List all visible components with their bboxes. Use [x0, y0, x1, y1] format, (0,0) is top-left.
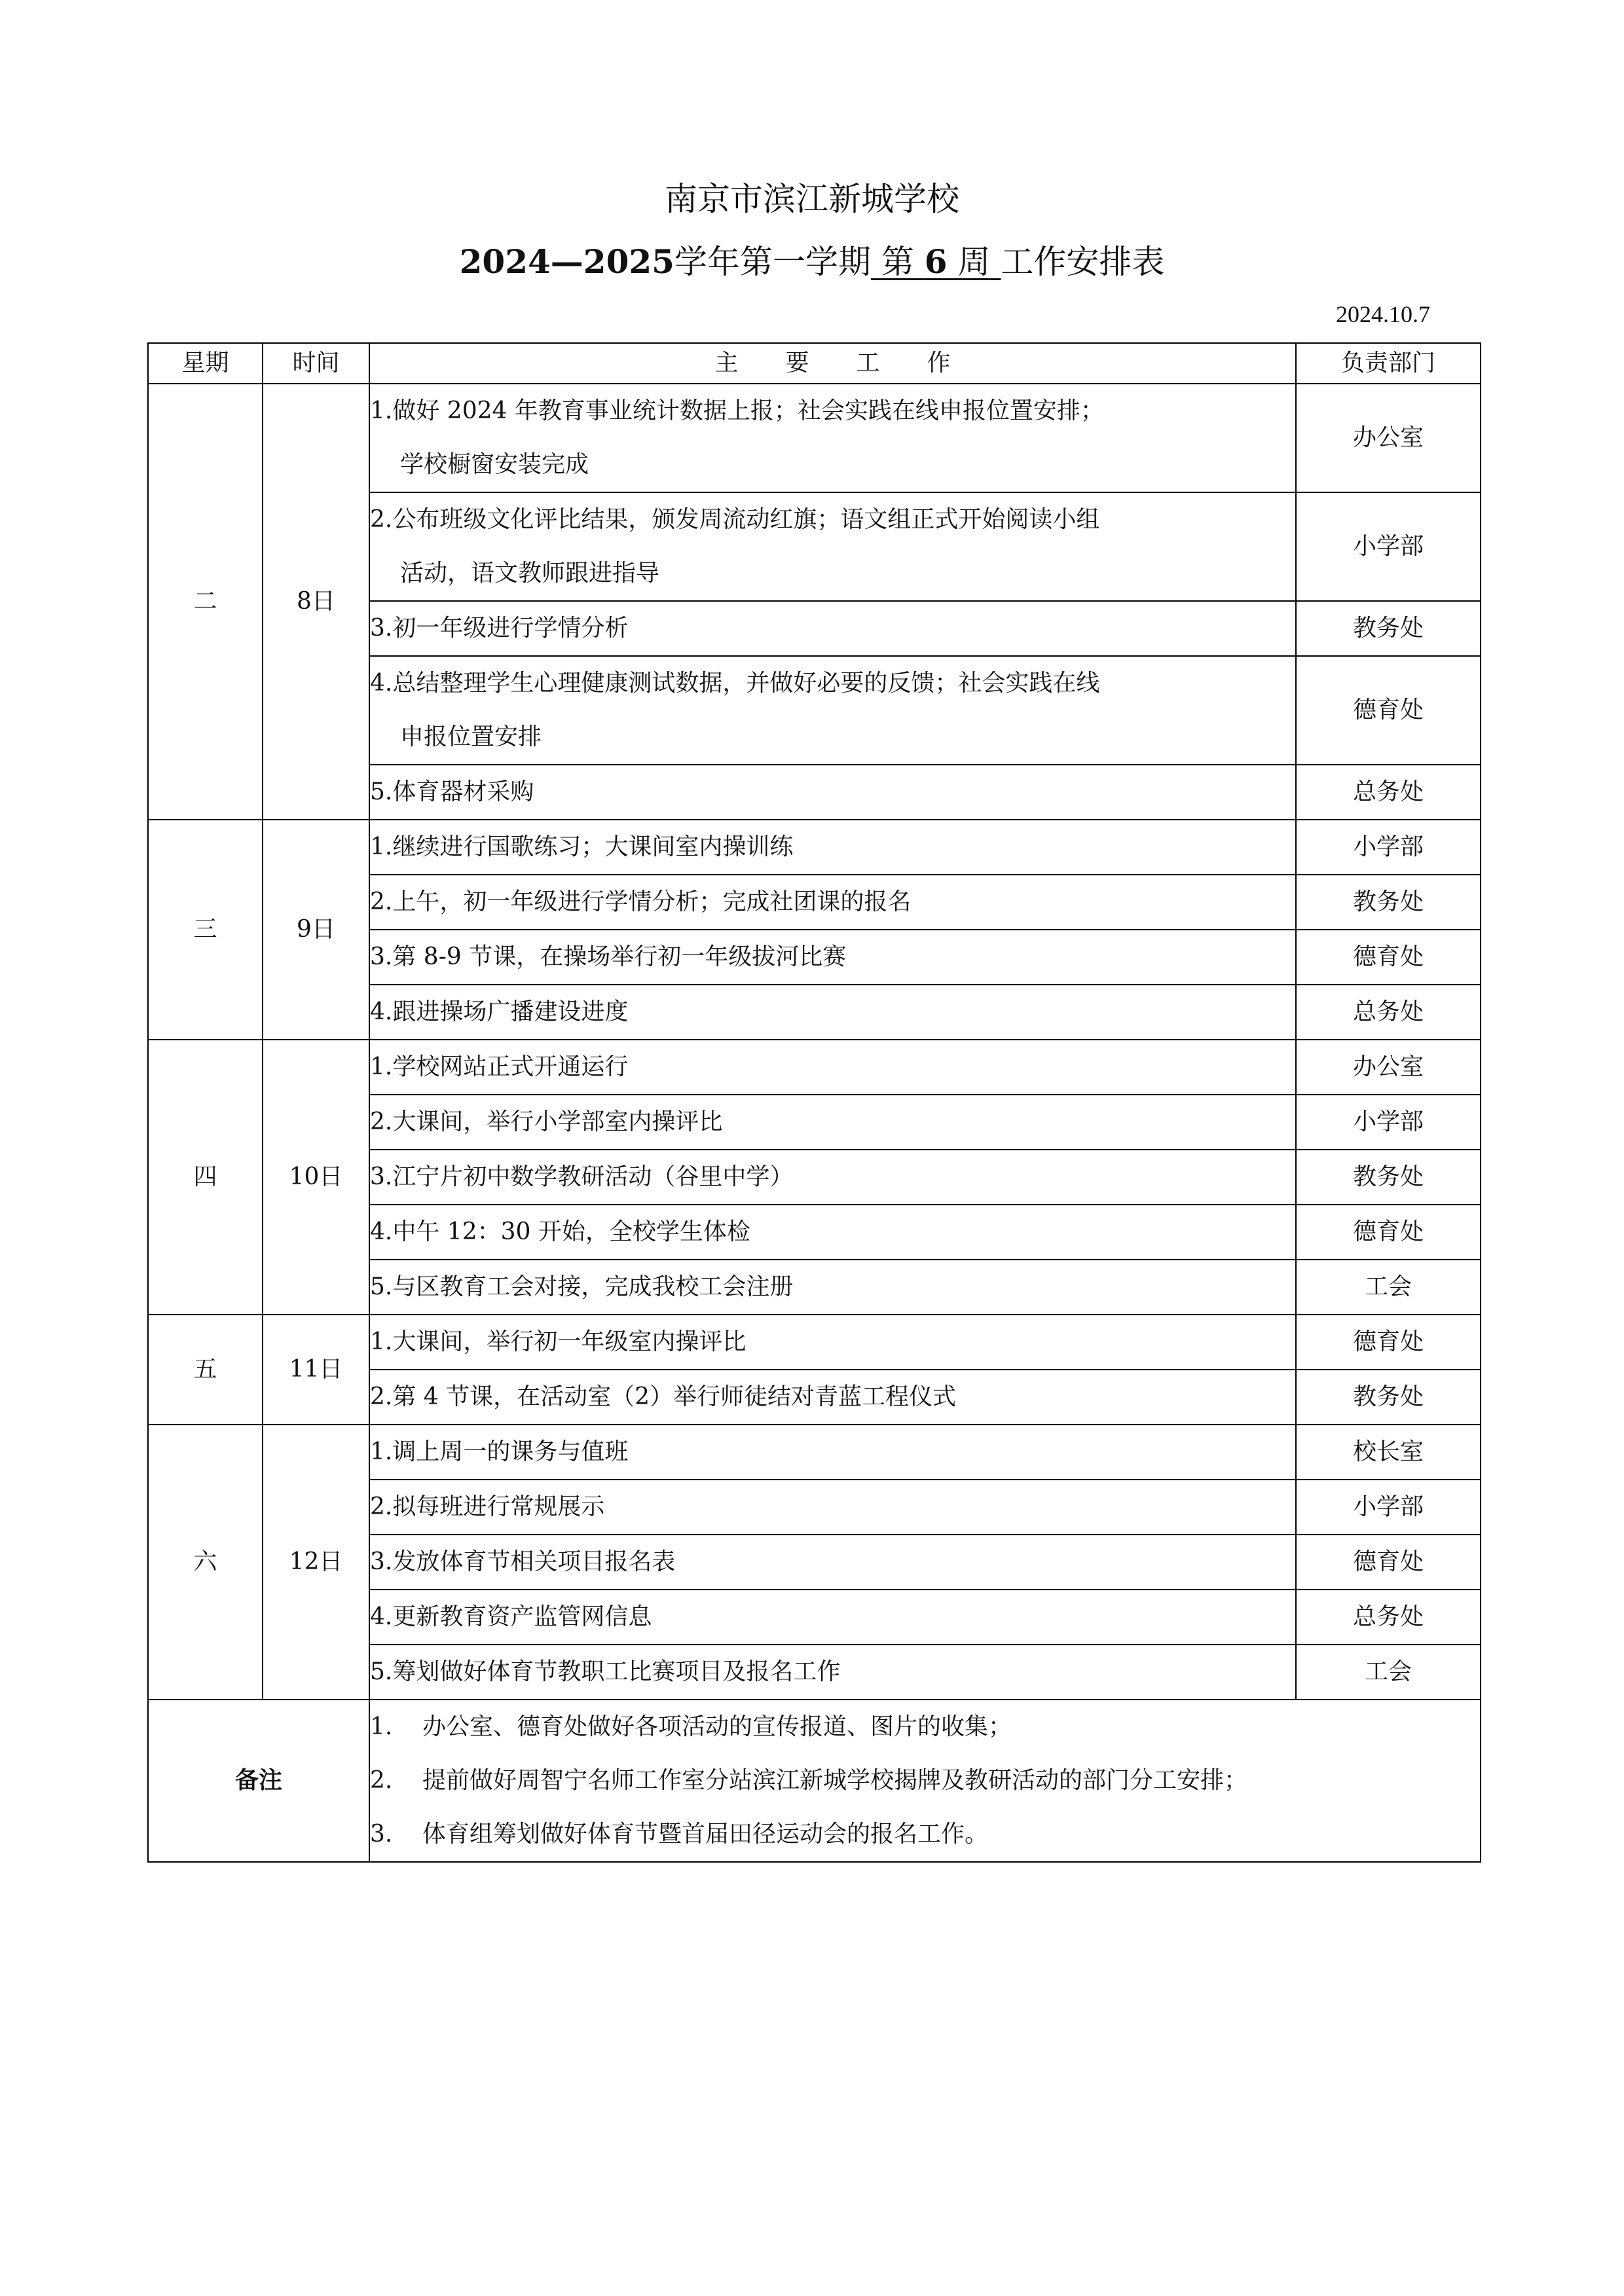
remark-item: 1. 办公室、德育处做好各项活动的宣传报道、图片的收集；: [370, 1713, 1012, 1740]
task-line: 1.做好 2024 年教育事业统计数据上报；社会实践在线申报位置安排；: [370, 397, 1104, 424]
document-date: 2024.10.7: [1336, 301, 1430, 327]
dept-cell: 工会: [1296, 1645, 1481, 1700]
task-cell: [369, 1040, 1296, 1095]
task-cell: [369, 1535, 1296, 1590]
title-year-range: 2024—2025: [459, 242, 674, 281]
task-cell: [369, 1315, 1296, 1370]
header-weekday: 星期: [148, 343, 263, 384]
remarks-label: 备注: [148, 1700, 369, 1862]
dept-cell: 德育处: [1296, 1535, 1481, 1590]
task-cell: [369, 656, 1296, 765]
dept-cell: 小学部: [1296, 1480, 1481, 1535]
task-line: 4.中午 12：30 开始，全校学生体检: [370, 1218, 750, 1245]
title-semester: 学年第一学期: [674, 243, 871, 281]
task-line: 4.更新教育资产监管网信息: [370, 1603, 652, 1630]
task-line: 5.筹划做好体育节教职工比赛项目及报名工作: [370, 1658, 841, 1685]
task-cell: [369, 1480, 1296, 1535]
dept-cell: 办公室: [1296, 1040, 1481, 1095]
dept-cell: 教务处: [1296, 1370, 1481, 1425]
task-line: 学校橱窗安装完成: [400, 451, 589, 478]
task-cell: [369, 1370, 1296, 1425]
task-cell: [369, 1095, 1296, 1150]
task-line: 活动，语文教师跟进指导: [400, 560, 660, 587]
task-line: 1.学校网站正式开通运行: [370, 1053, 629, 1080]
dept-cell: 办公室: [1296, 384, 1481, 492]
task-cell: [369, 384, 1296, 492]
dept-cell: 德育处: [1296, 1205, 1481, 1260]
task-line: 3.第 8-9 节课，在操场举行初一年级拔河比赛: [370, 943, 847, 970]
task-line: 1.继续进行国歌练习；大课间室内操训练: [370, 833, 794, 860]
dept-cell: 小学部: [1296, 820, 1481, 875]
header-time: 时间: [263, 343, 369, 384]
task-cell: [369, 930, 1296, 985]
weekday-cell: 四: [148, 1040, 263, 1315]
task-line: 1.大课间，举行初一年级室内操评比: [370, 1328, 747, 1355]
task-line: 4.总结整理学生心理健康测试数据，并做好必要的反馈；社会实践在线: [370, 670, 1100, 697]
task-cell: [369, 820, 1296, 875]
header-row: [148, 343, 1481, 384]
dept-cell: 教务处: [1296, 601, 1481, 656]
dept-cell: 教务处: [1296, 875, 1481, 930]
task-line: 3.江宁片初中数学教研活动（谷里中学）: [370, 1163, 794, 1190]
task-line: 3.初一年级进行学情分析: [370, 615, 629, 642]
school-name: 南京市滨江新城学校: [665, 180, 959, 218]
task-line: 2.公布班级文化评比结果，颁发周流动红旗；语文组正式开始阅读小组: [370, 506, 1100, 533]
task-line: 申报位置安排: [400, 723, 542, 750]
task-cell: [369, 985, 1296, 1040]
dept-cell: 总务处: [1296, 1590, 1481, 1645]
date-cell: 8日: [263, 384, 369, 820]
weekday-cell: 三: [148, 820, 263, 1040]
task-line: 5.体育器材采购: [370, 778, 534, 805]
task-row: [148, 1425, 1481, 1480]
task-line: 2.拟每班进行常规展示: [370, 1493, 605, 1520]
task-cell: [369, 1425, 1296, 1480]
task-line: 4.跟进操场广播建设进度: [370, 998, 629, 1025]
date-cell: 12日: [263, 1425, 369, 1700]
dept-cell: 工会: [1296, 1260, 1481, 1315]
task-line: 5.与区教育工会对接，完成我校工会注册: [370, 1273, 794, 1300]
dept-cell: 校长室: [1296, 1425, 1481, 1480]
task-row: [148, 820, 1481, 875]
task-cell: [369, 1590, 1296, 1645]
task-row: [148, 384, 1481, 492]
task-line: 2.大课间，举行小学部室内操评比: [370, 1108, 723, 1135]
task-cell: [369, 1260, 1296, 1315]
remarks-list: [369, 1700, 1481, 1862]
task-line: 2.第 4 节课，在活动室（2）举行师徒结对青蓝工程仪式: [370, 1383, 957, 1410]
dept-cell: 小学部: [1296, 1095, 1481, 1150]
dept-cell: 总务处: [1296, 765, 1481, 820]
task-cell: [369, 875, 1296, 930]
weekday-cell: 五: [148, 1315, 263, 1425]
dept-cell: 总务处: [1296, 985, 1481, 1040]
dept-cell: 德育处: [1296, 930, 1481, 985]
header-main-work: 主 要 工 作: [369, 343, 1296, 384]
document-title: [0, 241, 1624, 283]
task-cell: [369, 1645, 1296, 1700]
header-dept: 负责部门: [1296, 343, 1481, 384]
title-suffix: 工作安排表: [1001, 243, 1165, 281]
title-week: 第 6 周: [881, 242, 991, 281]
task-cell: [369, 601, 1296, 656]
task-line: 2.上午，初一年级进行学情分析；完成社团课的报名: [370, 888, 912, 915]
task-line: 3.发放体育节相关项目报名表: [370, 1548, 676, 1575]
dept-cell: 小学部: [1296, 492, 1481, 601]
task-cell: [369, 765, 1296, 820]
task-cell: [369, 492, 1296, 601]
task-row: [148, 1315, 1481, 1370]
remark-item: 3. 体育组筹划做好体育节暨首届田径运动会的报名工作。: [370, 1821, 989, 1848]
weekday-cell: 六: [148, 1425, 263, 1700]
task-line: 1.调上周一的课务与值班: [370, 1438, 629, 1465]
date-cell: 9日: [263, 820, 369, 1040]
task-row: [148, 1040, 1481, 1095]
dept-cell: 德育处: [1296, 656, 1481, 765]
date-cell: 10日: [263, 1040, 369, 1315]
dept-cell: 教务处: [1296, 1150, 1481, 1205]
task-cell: [369, 1205, 1296, 1260]
schedule-table: [147, 342, 1481, 1863]
date-cell: 11日: [263, 1315, 369, 1425]
weekday-cell: 二: [148, 384, 263, 820]
remarks-row: [148, 1700, 1481, 1862]
task-cell: [369, 1150, 1296, 1205]
remark-item: 2. 提前做好周智宁名师工作室分站滨江新城学校揭牌及教研活动的部门分工安排；: [370, 1767, 1248, 1794]
dept-cell: 德育处: [1296, 1315, 1481, 1370]
